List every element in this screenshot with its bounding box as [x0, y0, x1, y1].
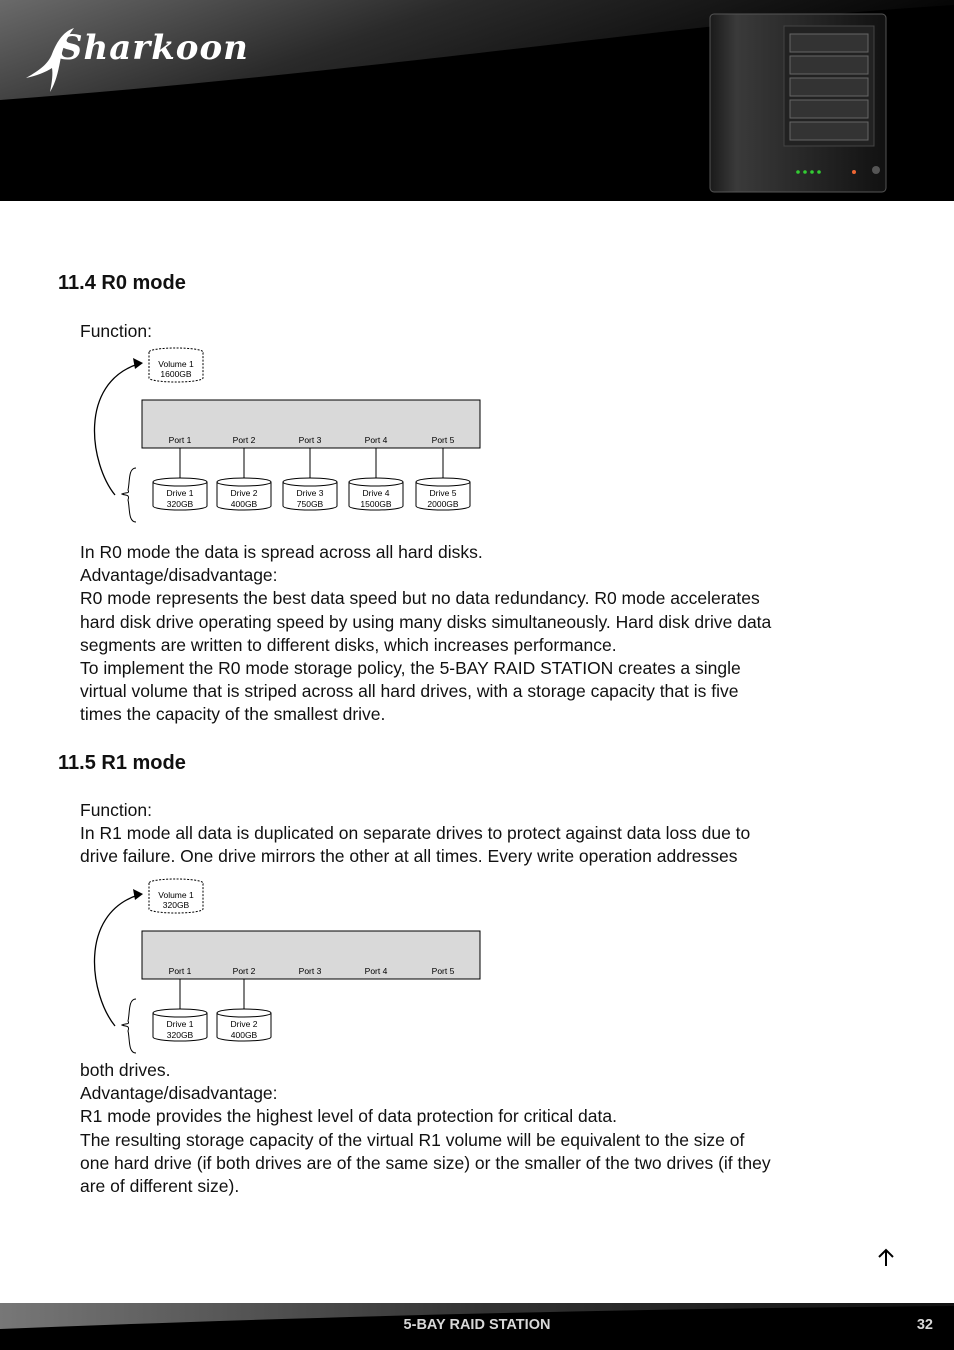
port-label: Port 2	[232, 435, 256, 445]
r0-function-label-block	[80, 320, 900, 343]
drive-size: 2000GB	[427, 499, 459, 509]
drive-top	[283, 478, 337, 486]
volume-name: Volume 1	[158, 890, 194, 900]
drive-name: Drive 2	[230, 488, 258, 498]
body-line: drive failure. One drive mirrors the other at all times. Every write operation addresses	[80, 846, 738, 867]
section-heading-r1: 11.5 R1 mode	[58, 752, 186, 774]
body-line: times the capacity of the smallest drive.	[80, 704, 386, 725]
drive-size: 1500GB	[360, 499, 392, 509]
brand-wordmark: Sharkoon	[58, 28, 249, 68]
body-line: segments are written to different disks, which increases performance.	[80, 634, 617, 655]
drive-top	[217, 478, 271, 486]
page-number: 32	[916, 1317, 933, 1333]
body-line: hard disk drive operating speed by using many disks simultaneously. Hard disk drive data	[80, 611, 772, 632]
body-line: R1 mode provides the highest level of data protection for critical data.	[80, 1106, 617, 1127]
volume-name: Volume 1	[158, 359, 194, 369]
body-line: In R1 mode all data is duplicated on separate drives to protect against data loss due to	[80, 823, 751, 844]
body-line: both drives.	[80, 1060, 171, 1080]
volume-size: 320GB	[162, 900, 190, 910]
drive-size: 320GB	[166, 1030, 194, 1040]
r1-diagram	[80, 875, 500, 1055]
port-label: Port 1	[168, 966, 192, 976]
drive-top	[217, 1009, 271, 1017]
drive-top	[153, 478, 207, 486]
body-line: Advantage/disadvantage:	[80, 1083, 278, 1104]
volume-cylinder	[149, 879, 203, 913]
up-arrow-icon[interactable]	[877, 1248, 895, 1268]
drive-cylinder	[349, 448, 403, 510]
drive-top	[349, 478, 403, 486]
drive-size: 400GB	[230, 499, 258, 509]
drive-name: Drive 3	[296, 488, 324, 498]
volume-size: 1600GB	[160, 369, 192, 379]
drive-name: Drive 1	[166, 1019, 194, 1029]
drive-size: 320GB	[166, 499, 194, 509]
port-label: Port 2	[232, 966, 256, 976]
r1-body	[80, 1059, 900, 1198]
body-line: To implement the R0 mode storage policy, the 5-BAY RAID STATION creates a single	[80, 658, 741, 679]
drive-size: 750GB	[296, 499, 324, 509]
port-label: Port 4	[364, 966, 388, 976]
volume-arrow	[94, 364, 138, 495]
section-heading-r0: 11.4 R0 mode	[58, 272, 186, 294]
drive-top	[416, 478, 470, 486]
body-line: The resulting storage capacity of the virtual R1 volume will be equivalent to the size of	[80, 1129, 745, 1150]
function-label: Function:	[80, 800, 152, 820]
arrowhead-icon	[133, 889, 143, 900]
port-label: Port 5	[431, 966, 455, 976]
r0-body	[80, 541, 900, 727]
drive-name: Drive 1	[166, 488, 194, 498]
volume-arrow	[94, 895, 138, 1026]
header-banner	[0, 0, 954, 201]
port-label: Port 1	[168, 435, 192, 445]
footer-bar	[0, 1303, 954, 1350]
body-line: are of different size).	[80, 1176, 240, 1197]
r0-diagram	[80, 344, 500, 524]
drive-brace	[122, 999, 136, 1053]
arrowhead-icon	[133, 358, 143, 369]
drive-cylinder	[283, 448, 337, 510]
raid-station-product-image	[706, 12, 888, 194]
body-line: Advantage/disadvantage:	[80, 565, 278, 586]
drive-cylinder	[217, 979, 271, 1041]
port-label: Port 3	[298, 966, 322, 976]
port-label: Port 4	[364, 435, 388, 445]
drive-size: 400GB	[230, 1030, 258, 1040]
function-label: Function:	[80, 321, 152, 341]
drive-brace	[122, 468, 136, 522]
drive-name: Drive 2	[230, 1019, 258, 1029]
drive-cylinder	[217, 448, 271, 510]
drive-cylinder	[153, 979, 207, 1041]
body-line: In R0 mode the data is spread across all hard disks.	[80, 542, 483, 562]
drive-cylinder	[153, 448, 207, 510]
port-label: Port 5	[431, 435, 455, 445]
drive-top	[153, 1009, 207, 1017]
body-line: R0 mode represents the best data speed but no data redundancy. R0 mode accelerates	[80, 588, 760, 609]
port-label: Port 3	[298, 435, 322, 445]
volume-cylinder	[149, 348, 203, 382]
drive-name: Drive 5	[429, 488, 457, 498]
footer-title: 5-BAY RAID STATION	[403, 1317, 551, 1333]
body-line: one hard drive (if both drives are of the same size) or the smaller of the two drives (if they	[80, 1152, 771, 1173]
drive-cylinder	[416, 448, 470, 510]
body-line: virtual volume that is striped across all hard drives, with a storage capacity that is five	[80, 681, 739, 702]
drive-name: Drive 4	[362, 488, 390, 498]
r1-intro	[80, 799, 900, 869]
